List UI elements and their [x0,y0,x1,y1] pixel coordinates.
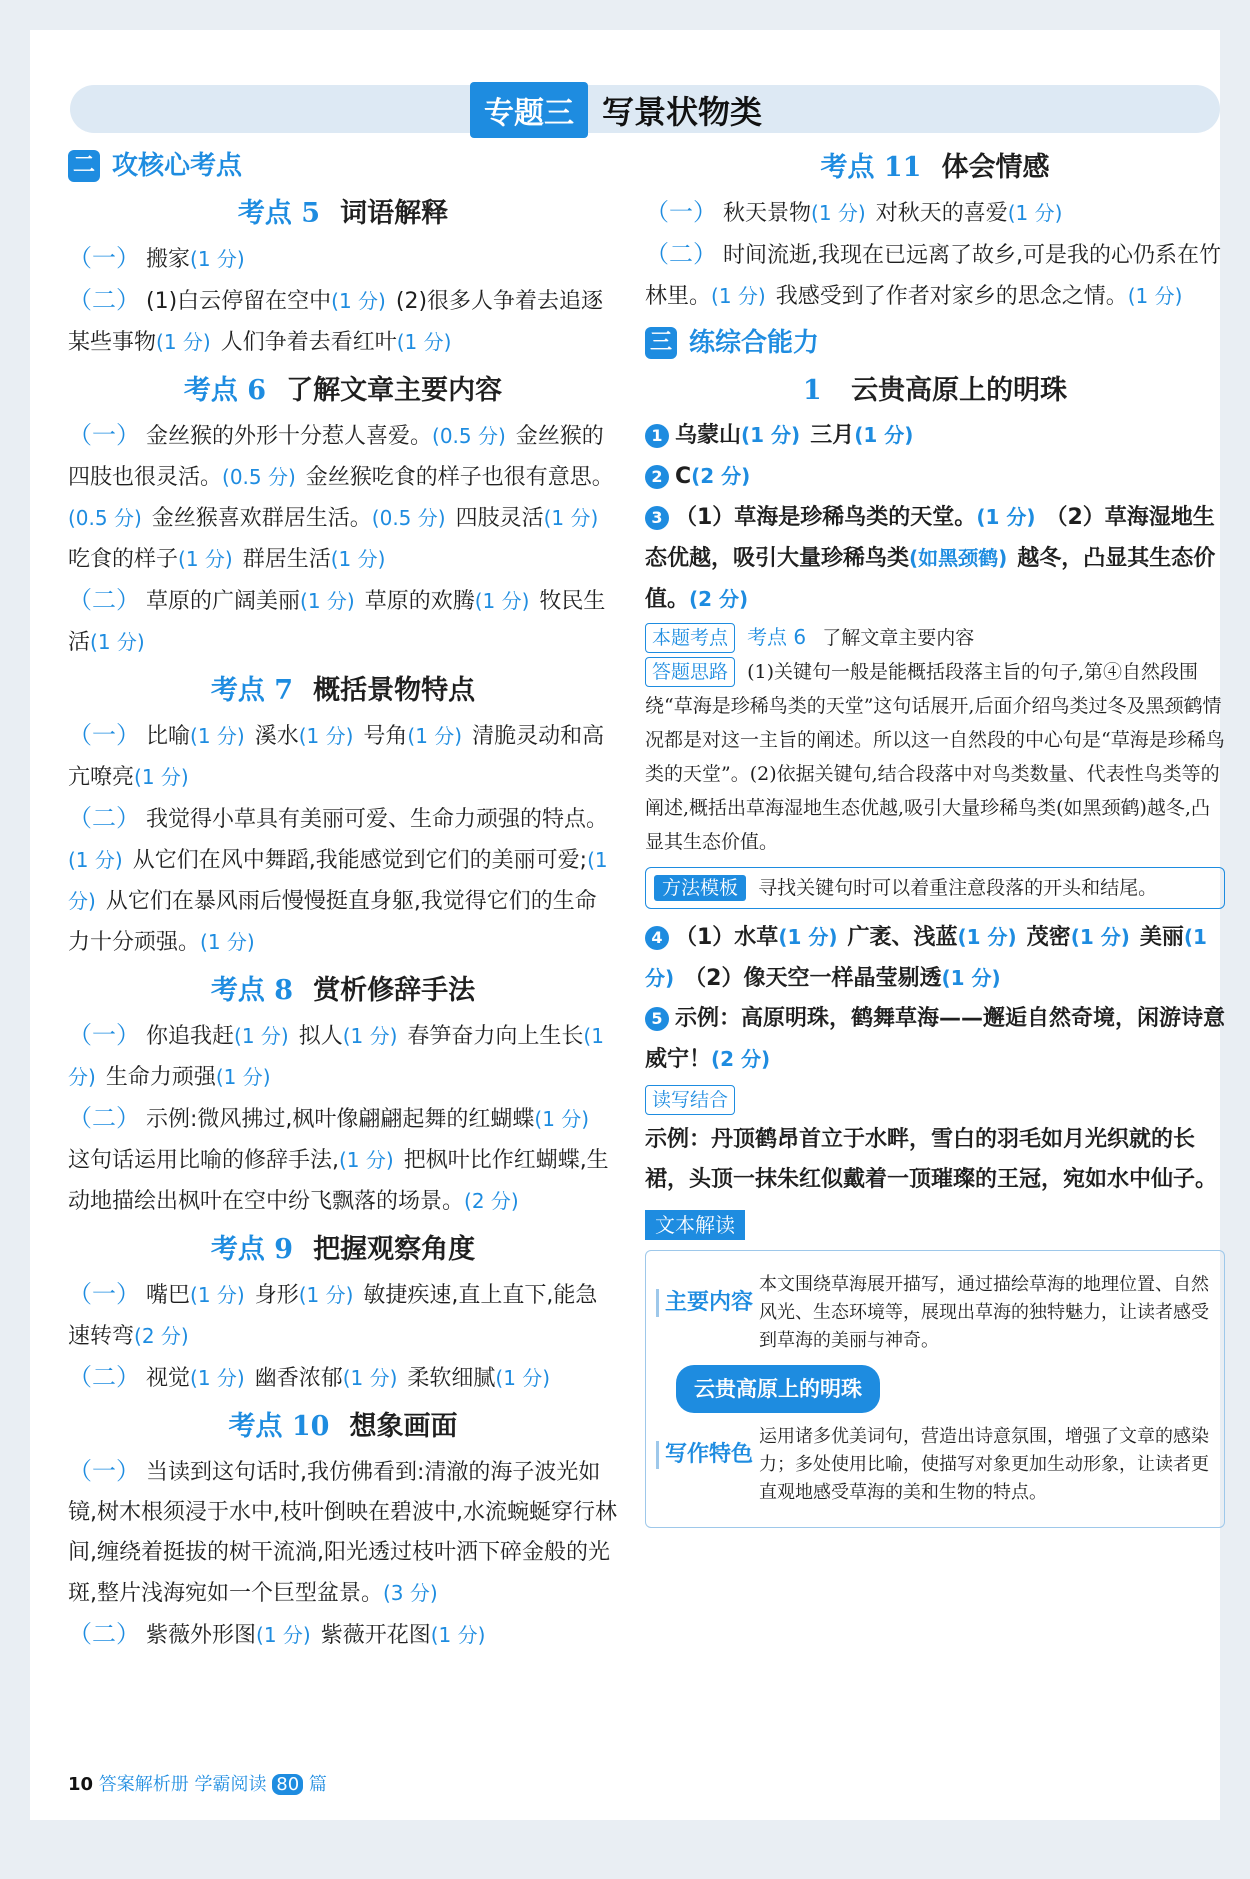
answer-text: 人们争着去看红叶 [220,330,397,355]
answer-text: (2)很多人争着去追逐某些事物 [68,289,604,355]
point-number: 考点 7 [210,675,294,706]
score: (1 分) [342,1366,398,1390]
score: (2 分) [464,1189,519,1213]
point-11 [645,148,1225,317]
card-text: 本文围绕草海展开描写，通过描绘草海的地理位置、自然风光、生态环境等，展现出草海的独特魅力，让读者感受到草海的美丽与神奇。 [759,1274,1209,1351]
section-title: 攻核心考点 [112,151,243,181]
score: (1 分) [495,1366,551,1390]
answer [68,715,618,798]
answer-text: 紫薇外形图 [146,1623,257,1648]
answer-mark: （二） [68,586,140,614]
answer [68,1357,618,1399]
answer-mark: （一） [68,1021,140,1049]
point-number: 考点 10 [228,1411,330,1442]
answer [68,1098,618,1222]
answer-text: 生命力顽强 [105,1065,216,1090]
score: (1 分) [215,1065,271,1089]
answer-text: 美丽 [1139,925,1184,950]
score: (1 分) [342,1024,398,1048]
score: (1 分) [957,925,1017,949]
answer-mark: （一） [68,1280,140,1308]
answer-text: 当读到这句话时,我仿佛看到:清澈的海子波光如镜,树木根须浸于水中,枝叶倒映在碧波中,水流蜿蜒穿行林间,缠绕着挺拔的树干流淌,阳光透过枝叶洒下碎金般的光斑,整片浅海宛如一个巨型盆景。 [68,1460,617,1606]
answer [68,280,618,363]
answer-mark: （二） [68,1104,140,1132]
answer-text: 紫薇开花图 [320,1623,431,1648]
answer-text: 金丝猴喜欢群居生活。 [151,506,372,531]
score: (2 分) [689,587,749,611]
point-name: 了解文章主要内容 [286,375,503,406]
answer [68,580,618,663]
answer [68,798,618,963]
answer-text: 示例:微风拂过,枫叶像翩翩起舞的红蝴蝶 [146,1107,535,1132]
answer-text: 金丝猴的外形十分惹人喜爱。 [146,424,433,449]
score: (1 分) [90,630,145,654]
answer-text: 我觉得小草具有美丽可爱、生命力顽强的特点。 [146,807,609,832]
page [30,30,1226,1820]
score: (1 分) [1070,925,1130,949]
answer-text: （1）水草 [675,925,779,950]
point-title [68,1230,618,1270]
score: (如黑颈鹤) [909,546,1008,570]
read-write-label: 读写结合 [645,1085,735,1115]
point-title [68,194,618,234]
answer-text: 比喻 [146,724,191,749]
answer-text: 溪水 [254,724,299,749]
score: (1 分) [854,423,914,447]
score: (1 分) [543,506,599,530]
question-5 [645,999,1225,1080]
card-head: 文本解读 [645,1210,745,1240]
answer-text: 金丝猴的四肢也很灵活。 [68,424,604,490]
score: (0.5 分) [222,465,296,489]
answer-text: 把枫叶比作红蝴蝶,生动地描绘出枫叶在空中纷飞飘落的场景。 [68,1148,609,1214]
answer-text: 视觉 [146,1366,191,1391]
answer-mark: （二） [68,1363,140,1391]
q-number: 5 [645,1007,669,1031]
score: (1 分) [331,289,386,313]
score: (1 分) [190,1283,245,1307]
answer-text: 从它们在风中舞蹈,我能感觉到它们的美丽可爱; [132,848,588,873]
question-1 [645,415,1225,456]
section-core [68,146,618,186]
book-name: 答案解析册 [98,1774,189,1795]
score: (2 分) [711,1047,771,1071]
q-number: 4 [645,926,669,950]
score: (1 分) [190,247,245,271]
topic-header [470,82,762,138]
card-row-content [656,1271,1214,1355]
footer [68,1770,327,1796]
score: (1 分) [134,765,189,789]
think-label: 答题思路 [645,657,735,687]
q-number: 2 [645,465,669,489]
series-name: 学霸阅读 [194,1774,267,1795]
answer-text: 搬家 [146,247,191,272]
score: (0.5 分) [432,424,506,448]
score: (1 分) [1127,284,1183,308]
answer-text: （1）草海是珍稀鸟类的天堂。 [675,505,977,530]
question-2 [645,456,1225,497]
answer-text: 嘴巴 [146,1283,191,1308]
answer-text: 我感受到了作者对家乡的思念之情。 [775,284,1128,309]
score: (1 分) [298,724,354,748]
series-unit: 篇 [308,1774,327,1795]
point-title [68,671,618,711]
text-analysis [645,1206,1225,1528]
answer [68,1451,618,1614]
answer-mark: （一） [68,721,140,749]
section-number-icon: 三 [645,327,677,359]
answer-text: 你追我赶 [146,1024,235,1049]
read-write-answer: 示例：丹顶鹤昂首立于水畔，雪白的羽毛如月光织就的长裙，头顶一抹朱红似戴着一顶璀璨的王冠，宛如水中仙子。 [645,1127,1218,1192]
point-name: 把握观察角度 [313,1234,476,1265]
answer-text: 身形 [254,1283,299,1308]
card-title: 云贵高原上的明珠 [676,1365,880,1413]
section-number-icon: 二 [68,150,100,182]
answer-text: C [675,464,692,489]
score: (1 分) [300,589,355,613]
answer-text: 乌蒙山 [675,423,742,448]
card-row-style [656,1423,1214,1507]
page-number: 10 [68,1774,94,1795]
think-text: (1)关键句一般是能概括段落主旨的句子,第④自然段围绕“草海是珍稀鸟类的天堂”这句话展开,后面介绍鸟类过冬及黑颈鹤情况都是对这一主旨的阐述。所以这一自然段的中心句是“草海是珍稀鸟类的天堂”。(2)依据关键句,结合段落中对鸟类数量、代表性鸟类等的阐述,概括出草海湿地生态优越,吸引大量珍稀鸟类(如黑颈鹤)越冬,凸显其生态价值。 [645,661,1225,853]
answer-text: 吃食的样子 [68,547,179,572]
score: (1 分) [711,284,766,308]
score: (1 分) [234,1024,289,1048]
answer-text: 四肢灵活 [455,506,544,531]
tip-ref: 考点 6 [747,625,807,649]
answer-text: 春笋奋力向上生长 [407,1024,584,1049]
card-side-label: 主要内容 [656,1289,759,1317]
topic-tag: 专题三 [470,82,588,138]
lesson-title [645,371,1225,411]
answer-text: 三月 [810,423,855,448]
answer-text: 广袤、浅蓝 [847,925,958,950]
left-column [68,140,618,1656]
series-badge: 80 [272,1774,303,1795]
answer [68,238,618,280]
answer [68,1614,618,1656]
point-number: 考点 11 [820,152,922,183]
answer-mark: （二） [68,1620,140,1648]
score: (1 分) [645,925,1207,990]
topic-name: 写景状物类 [602,93,763,131]
score: (1 分) [407,724,463,748]
score: (1 分) [68,1024,604,1089]
score: (1 分) [190,1366,245,1390]
card-side-label: 写作特色 [656,1441,759,1469]
answer-text: 柔软细腻 [407,1366,496,1391]
question-3 [645,497,1225,620]
section-title: 练综合能力 [689,328,820,358]
answer [68,1015,618,1098]
answer-mark: （二） [68,286,140,314]
answer-text: 敏捷疾速,直上直下,能急速转弯 [68,1283,598,1349]
tip-text: 了解文章主要内容 [822,627,975,649]
answer-mark: （一） [68,1457,140,1485]
question-4 [645,917,1225,999]
score: (1 分) [190,724,245,748]
point-number: 考点 6 [183,375,267,406]
score: (1 分) [778,925,838,949]
point-number: 考点 8 [210,975,294,1006]
point-name: 体会情感 [941,152,1050,183]
answer [645,192,1225,234]
answer-text: 越冬，凸显其生态价值。 [645,546,1216,612]
tip-label: 本题考点 [645,623,735,653]
section-practice [645,323,1225,363]
answer-text: 牧民生活 [68,589,606,655]
answer-text: 对秋天的喜爱 [875,201,1008,226]
q-number: 3 [645,506,669,530]
answer-text: 时间流逝,我现在已远离了故乡,可是我的心仍系在竹林里。 [645,243,1221,309]
point-number: 考点 9 [210,1234,294,1265]
point-title [68,971,618,1011]
score: (1 分) [741,423,801,447]
answer-text: （2）像天空一样晶莹剔透 [684,966,942,991]
score: (0.5 分) [68,506,142,530]
score: (1 分) [330,547,386,571]
score: (1 分) [811,201,866,225]
score: (1 分) [534,1107,590,1131]
tip-row [645,620,1225,655]
score: (1 分) [396,330,452,354]
score: (2 分) [691,464,751,488]
point-title [68,371,618,411]
score: (1 分) [68,848,123,872]
method-label: 方法模板 [654,875,746,901]
method-box [645,867,1225,909]
method-text: 寻找关键句时可以着重注意段落的开头和结尾。 [758,877,1158,899]
point-name: 想象画面 [349,1411,458,1442]
score: (1 分) [976,505,1036,529]
point-title [68,1407,618,1447]
answer-text: 从它们在暴风雨后慢慢挺直身躯,我觉得它们的生命力十分顽强。 [68,889,597,955]
score: (1 分) [430,1623,486,1647]
read-write-label-row [645,1080,1225,1120]
analysis-card [645,1250,1225,1528]
score: (1 分) [178,547,233,571]
answer-text: 群居生活 [242,547,331,572]
score: (1 分) [474,589,530,613]
answer-text: 秋天景物 [723,201,812,226]
lesson-number: 1 [802,375,822,406]
point-name: 概括景物特点 [313,675,476,706]
answer-text: 清脆灵动和高亢嘹亮 [68,724,605,790]
score: (0.5 分) [371,506,446,530]
answer-text: 号角 [363,724,408,749]
point-name: 赏析修辞手法 [313,975,476,1006]
answer-mark: （一） [68,244,140,272]
point-title [645,148,1225,188]
answer-mark: （二） [68,804,140,832]
left-points [68,194,618,1656]
think-row [645,655,1225,859]
lesson-name: 云贵高原上的明珠 [851,375,1068,406]
answer-text: （2）草海湿地生态优越，吸引大量珍稀鸟类 [645,505,1215,571]
score: (1 分) [68,848,608,913]
answer-text: 这句话运用比喻的修辞手法, [68,1148,339,1173]
card-text: 运用诸多优美词句，营造出诗意氛围，增强了文章的感染力；多处使用比喻，使描写对象更加生动形象，让读者更直观地感受草海的美和生物的特点。 [759,1426,1209,1503]
answer [68,1274,618,1357]
answer-text: 拟人 [298,1024,343,1049]
right-column [645,140,1225,1528]
answer-text: 茂密 [1026,925,1071,950]
answer [68,415,618,580]
answer-text: 幽香浓郁 [254,1366,343,1391]
score: (1 分) [941,966,1001,990]
score: (1 分) [298,1283,354,1307]
point-name: 词语解释 [340,198,449,229]
score: (1 分) [1007,201,1063,225]
answer-text: 草原的广阔美丽 [146,589,301,614]
score: (1 分) [339,1148,394,1172]
score: (1 分) [256,1623,311,1647]
answer-mark: （一） [645,198,717,226]
q-number: 1 [645,424,669,448]
answer-text: 示例：高原明珠，鹤舞草海——邂逅自然奇境，闲游诗意威宁！ [645,1006,1226,1072]
answer-text: 草原的欢腾 [364,589,475,614]
score: (2 分) [134,1324,189,1348]
answer-mark: （一） [68,421,140,449]
answer-text: (1)白云停留在空中 [146,289,332,314]
answer-mark: （二） [645,240,717,268]
answer [645,234,1225,317]
score: (1 分) [156,330,211,354]
answer-text: 金丝猴吃食的样子也很有意思。 [305,465,614,490]
score: (1 分) [200,930,255,954]
point-number: 考点 5 [237,198,321,229]
score: (3 分) [383,1581,438,1605]
